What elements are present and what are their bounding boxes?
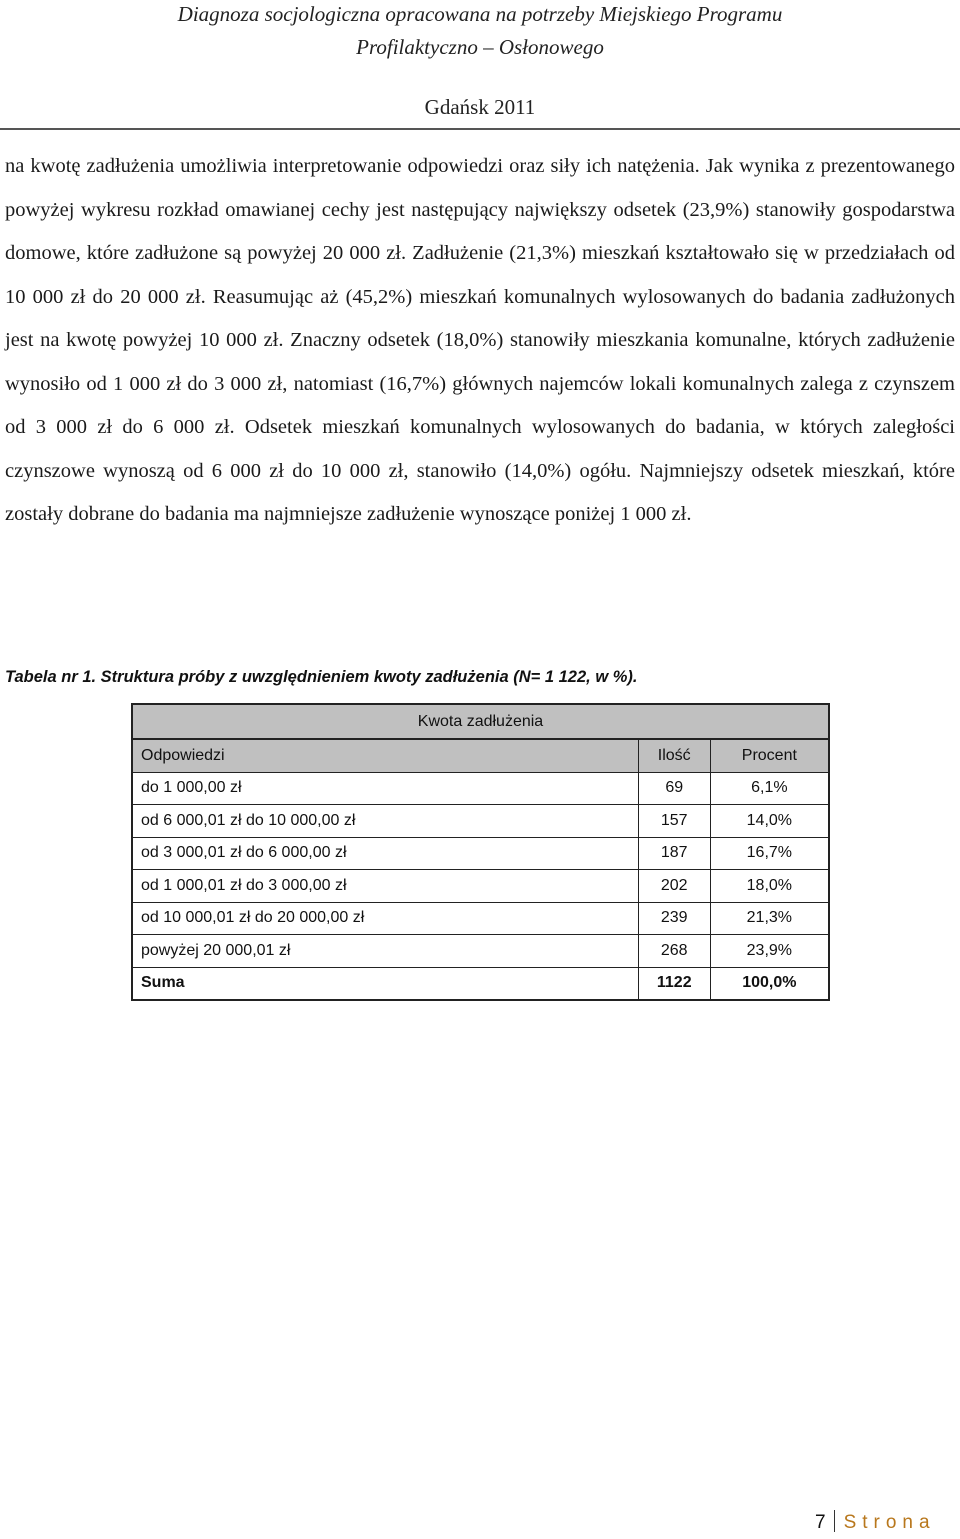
footer-separator (834, 1510, 835, 1532)
cell-label: powyżej 20 000,01 zł (132, 935, 638, 968)
page-footer (815, 1510, 955, 1534)
column-header-procent: Procent (710, 739, 829, 772)
cell-percent: 23,9% (710, 935, 829, 968)
table-title-row (132, 704, 829, 739)
table-row (132, 935, 829, 968)
table-row (132, 870, 829, 903)
table-sum-row (132, 967, 829, 1000)
sum-count: 1122 (638, 967, 710, 1000)
header-divider (0, 128, 960, 130)
cell-label: od 3 000,01 zł do 6 000,00 zł (132, 837, 638, 870)
cell-label: od 10 000,01 zł do 20 000,00 zł (132, 902, 638, 935)
page-number: 7 (815, 1512, 826, 1533)
header-place-year: Gdańsk 2011 (424, 95, 536, 119)
page-label: Strona (843, 1512, 936, 1533)
cell-count: 157 (638, 805, 710, 838)
column-header-odpowiedzi: Odpowiedzi (132, 739, 638, 772)
cell-count: 202 (638, 870, 710, 903)
cell-label: od 6 000,01 zł do 10 000,00 zł (132, 805, 638, 838)
header-title-line-2: Profilaktyczno – Osłonowego (356, 35, 604, 59)
table-header-row (132, 739, 829, 772)
sum-label: Suma (132, 967, 638, 1000)
table-title: Kwota zadłużenia (132, 704, 829, 739)
cell-label: od 1 000,01 zł do 3 000,00 zł (132, 870, 638, 903)
table-row (132, 805, 829, 838)
cell-percent: 16,7% (710, 837, 829, 870)
cell-label: do 1 000,00 zł (132, 772, 638, 805)
header-title-line-1: Diagnoza socjologiczna opracowana na potrzeby Miejskiego Programu (177, 2, 783, 26)
body-paragraph: na kwotę zadłużenia umożliwia interpretowanie odpowiedzi oraz siły ich natężenia. Jak wynika z prezentowanego powyżej wykresu rozkład omawianej cechy jest następujący największy odsetek (23,9%) stanowiły gospodarstwa domowe, które zadłużone są powyżej 20 000 zł. Zadłużenie (21,3%) mieszkań kształtowało się w przedziałach od 10 000 zł do 20 000 zł. Reasumując aż (45,2%) mieszkań komunalnych wylosowanych do badania zadłużonych jest na kwotę powyżej 10 000 zł. Znaczny odsetek (18,0%) stanowiły mieszkania komunalne, których zadłużenie wynosiło od 1 000 zł do 3 000 zł, natomiast (16,7%) głównych najemców lokali komunalnych zalega z czynszem od 3 000 zł do 6 000 zł. Odsetek mieszkań komunalnych wylosowanych do badania, w których zaległości czynszowe wynoszą od 6 000 zł do 10 000 zł, stanowiło (14,0%) ogółu. Najmniejszy odsetek mieszkań, które zostały dobrane do badania ma najmniejsze zadłużenie wynoszące poniżej 1 000 zł. (5, 155, 955, 525)
table-row (132, 902, 829, 935)
cell-count: 239 (638, 902, 710, 935)
cell-percent: 14,0% (710, 805, 829, 838)
cell-percent: 21,3% (710, 902, 829, 935)
column-header-ilosc: Ilość (638, 739, 710, 772)
cell-percent: 6,1% (710, 772, 829, 805)
sum-percent: 100,0% (710, 967, 829, 1000)
table-caption: Tabela nr 1. Struktura próby z uwzględnieniem kwoty zadłużenia (N= 1 122, w %). (5, 668, 638, 686)
cell-count: 69 (638, 772, 710, 805)
debt-structure-table (131, 703, 830, 1001)
cell-count: 268 (638, 935, 710, 968)
table-row (132, 772, 829, 805)
cell-count: 187 (638, 837, 710, 870)
table-row (132, 837, 829, 870)
cell-percent: 18,0% (710, 870, 829, 903)
